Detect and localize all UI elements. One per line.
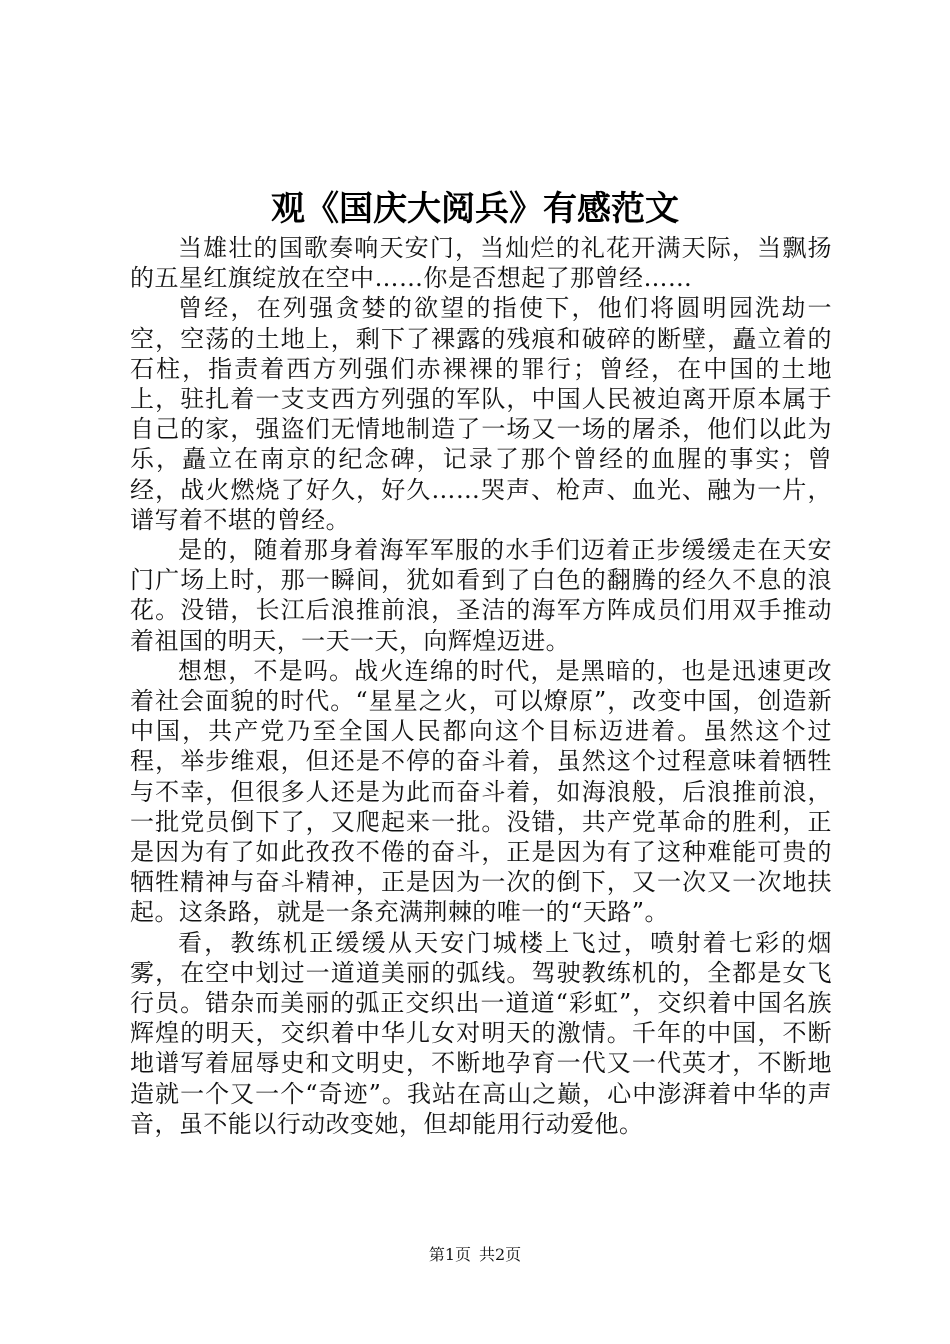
paragraph-5: 看，教练机正缓缓从天安门城楼上飞过，喷射着七彩的烟雾，在空中划过一道道美丽的弧线。驾驶教练机的，全都是女飞行员。错杂而美丽的弧正交织出一道道“彩虹”，交织着中国名族辉煌的明天，交织着中华儿女对明天的激情。千年的中国，不断地谱写着屈辱史和文明史，不断地孕育一代又一代英才，不断地造就一个又一个“奇迹”。我站在高山之巅，心中澎湃着中华的声音，虽不能以行动改变她，但却能用行动爱他。 — [130, 928, 832, 1138]
page-number: 第1页 — [428, 1245, 471, 1264]
paragraph-3: 是的，随着那身着海军军服的水手们迈着正步缓缓走在天安门广场上时，那一瞬间，犹如看到了白色的翻腾的经久不息的浪花。没错，长江后浪推前浪，圣洁的海军方阵成员们用双手推动着祖国的明天，一天一天，向辉煌迈进。 — [130, 536, 832, 655]
paragraph-2: 曾经，在列强贪婪的欲望的指使下，他们将圆明园洗劫一空，空荡的土地上，剩下了裸露的残痕和破碎的断壁，矗立着的石柱，指责着西方列强们赤裸裸的罪行；曾经，在中国的土地上，驻扎着一支支西方列强的军队，中国人民被迫离开原本属于自己的家，强盗们无情地制造了一场又一场的屠杀，他们以此为乐，矗立在南京的纪念碑，记录了那个曾经的血腥的事实；曾经，战火燃烧了好久，好久……哭声、枪声、血光、融为一片，谱写着不堪的曾经。 — [130, 294, 832, 534]
document-body — [130, 233, 832, 1139]
page-footer — [0, 1244, 950, 1266]
paragraph-1: 当雄壮的国歌奏响天安门，当灿烂的礼花开满天际，当飘扬的五星红旗绽放在空中……你是否想起了那曾经…… — [130, 234, 832, 293]
page-total: 共2页 — [479, 1245, 522, 1264]
paragraph-4: 想想，不是吗。战火连绵的时代，是黑暗的，也是迅速更改着社会面貌的时代。“星星之火，可以燎原”，改变中国，创造新中国，共产党乃至全国人民都向这个目标迈进着。虽然这个过程，举步维艰，但还是不停的奋斗着，虽然这个过程意味着牺牲与不幸，但很多人还是为此而奋斗着，如海浪般，后浪推前浪，一批党员倒下了，又爬起来一批。没错，共产党革命的胜利，正是因为有了如此孜孜不倦的奋斗，正是因为有了这种难能可贵的牺牲精神与奋斗精神，正是因为一次的倒下，又一次又一次地扶起。这条路，就是一条充满荆棘的唯一的“天路”。 — [130, 656, 832, 927]
document-title: 观《国庆大阅兵》有感范文 — [271, 189, 679, 229]
